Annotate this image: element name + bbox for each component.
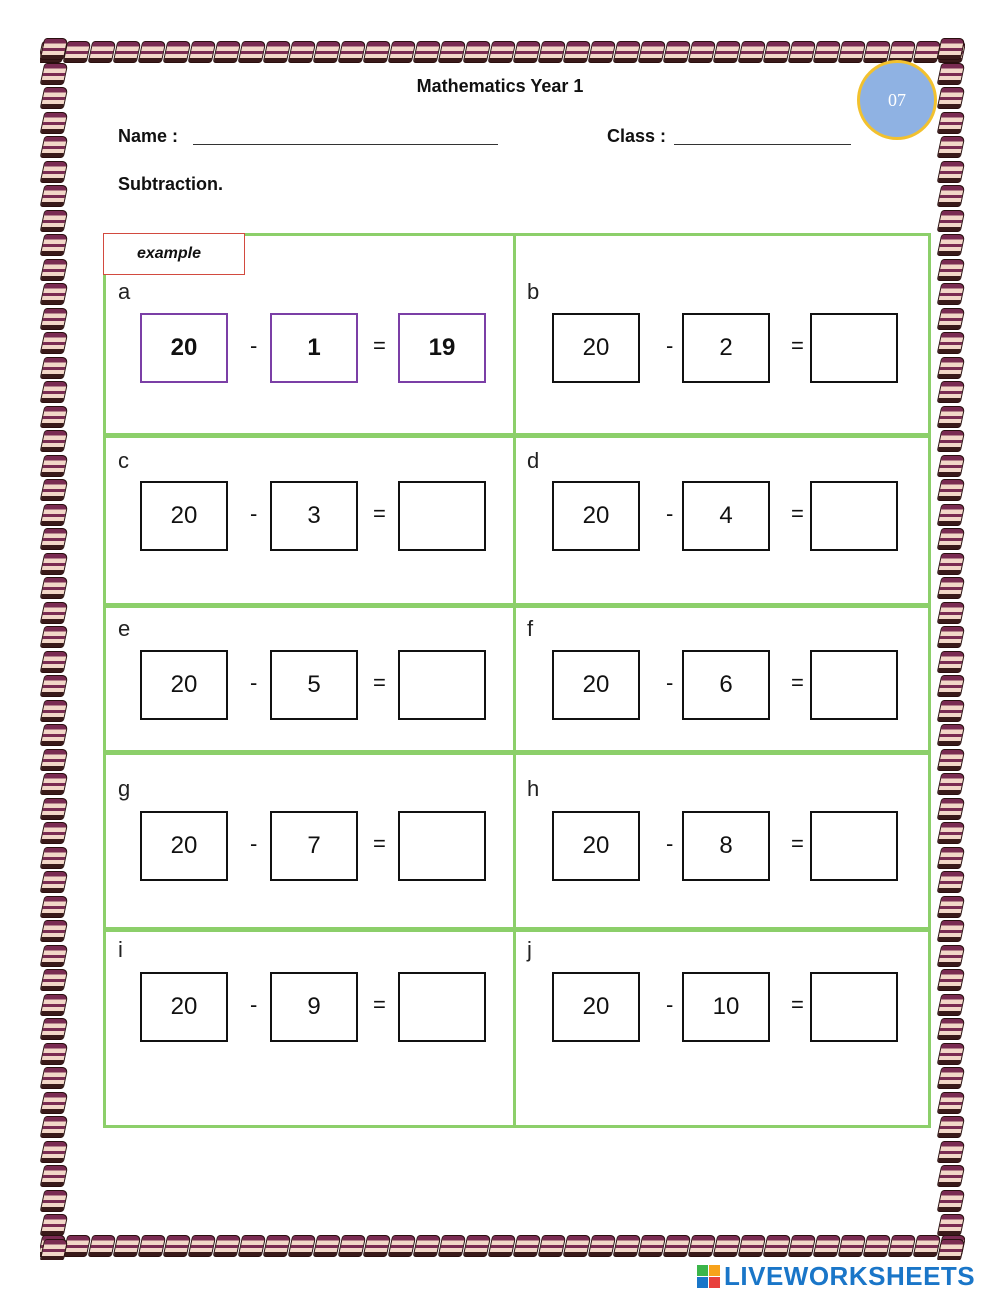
minus-sign: - [250, 670, 258, 695]
cake-icon [138, 41, 167, 63]
decorative-border-right [937, 38, 965, 1260]
cake-icon [40, 1092, 68, 1114]
cake-icon [937, 798, 965, 820]
cake-icon [88, 1235, 117, 1257]
cake-icon [937, 234, 965, 256]
answer-box[interactable] [810, 313, 898, 383]
cake-icon [113, 1235, 142, 1257]
cake-icon [40, 38, 68, 60]
answer-box[interactable] [810, 972, 898, 1042]
topic-label: Subtraction. [118, 174, 224, 194]
cake-icon [263, 1235, 292, 1257]
minus-sign: - [666, 333, 674, 358]
cake-icon [688, 41, 717, 63]
minus-sign: - [250, 501, 258, 526]
cake-icon [40, 210, 68, 232]
cake-icon [488, 1235, 517, 1257]
minus-sign: - [666, 992, 674, 1017]
cake-icon [40, 724, 68, 746]
minus-sign: - [250, 992, 258, 1017]
cake-icon [838, 41, 867, 63]
cake-icon [937, 504, 965, 526]
cake-icon [937, 847, 965, 869]
cake-icon [40, 773, 68, 795]
cake-icon [937, 528, 965, 550]
cake-icon [613, 1235, 642, 1257]
cake-icon [388, 1235, 417, 1257]
answer-box[interactable] [398, 811, 486, 881]
cake-icon [413, 41, 442, 63]
cake-icon [937, 455, 965, 477]
cake-icon [313, 1235, 342, 1257]
answer-box[interactable] [398, 972, 486, 1042]
cake-icon [538, 41, 567, 63]
cake-icon [313, 41, 342, 63]
equals-sign: = [791, 333, 804, 358]
cake-icon [937, 1239, 965, 1261]
subtrahend-box: 9 [270, 972, 358, 1042]
cake-icon [40, 234, 68, 256]
cake-icon [88, 41, 117, 63]
cake-icon [937, 381, 965, 403]
minuend-box: 20 [140, 811, 228, 881]
name-label: Name : [118, 126, 179, 146]
cake-icon [163, 1235, 192, 1257]
cake-icon [937, 920, 965, 942]
problem-letter: e [118, 616, 131, 641]
cake-icon [40, 994, 68, 1016]
cake-icon [363, 1235, 392, 1257]
cake-icon [563, 41, 592, 63]
cake-icon [40, 161, 68, 183]
cake-icon [213, 41, 242, 63]
cake-icon [688, 1235, 717, 1257]
cake-icon [40, 896, 68, 918]
cake-icon [813, 1235, 842, 1257]
cake-icon [188, 1235, 217, 1257]
cake-icon [40, 1043, 68, 1065]
cake-icon [40, 1190, 68, 1212]
cake-icon [937, 1214, 965, 1236]
subtrahend-box: 4 [682, 481, 770, 551]
cake-icon [937, 332, 965, 354]
problem-letter: h [527, 776, 540, 801]
equals-sign: = [791, 831, 804, 856]
subtrahend-box: 6 [682, 650, 770, 720]
cake-icon [288, 41, 317, 63]
page-number-badge: 07 [857, 60, 937, 140]
cake-icon [113, 41, 142, 63]
cake-icon [937, 259, 965, 281]
cake-icon [463, 41, 492, 63]
cake-icon [40, 651, 68, 673]
cake-icon [937, 822, 965, 844]
cake-icon [40, 1018, 68, 1040]
cake-icon [613, 41, 642, 63]
cake-icon [937, 577, 965, 599]
cake-icon [937, 675, 965, 697]
cake-icon [40, 283, 68, 305]
cake-icon [138, 1235, 167, 1257]
cake-icon [563, 1235, 592, 1257]
liveworksheets-brand [697, 1262, 975, 1290]
cake-icon [413, 1235, 442, 1257]
cake-icon [763, 1235, 792, 1257]
cake-icon [738, 1235, 767, 1257]
decorative-border-bottom [40, 1232, 965, 1260]
minus-sign: - [250, 333, 258, 358]
cake-icon [338, 41, 367, 63]
subtrahend-box: 2 [682, 313, 770, 383]
cake-icon [40, 112, 68, 134]
cake-icon [263, 41, 292, 63]
cake-icon [638, 41, 667, 63]
cake-icon [937, 112, 965, 134]
cake-icon [40, 577, 68, 599]
cake-icon [40, 920, 68, 942]
equals-sign: = [791, 992, 804, 1017]
cake-icon [937, 161, 965, 183]
example-tag: example [103, 233, 245, 275]
cake-icon [388, 41, 417, 63]
cake-icon [638, 1235, 667, 1257]
subtrahend-box: 5 [270, 650, 358, 720]
cake-icon [288, 1235, 317, 1257]
cake-icon [588, 1235, 617, 1257]
cake-icon [937, 136, 965, 158]
cake-icon [40, 749, 68, 771]
cake-icon [538, 1235, 567, 1257]
equals-sign: = [373, 501, 386, 526]
cake-icon [937, 724, 965, 746]
minus-sign: - [250, 831, 258, 856]
cake-icon [40, 871, 68, 893]
cake-icon [40, 455, 68, 477]
cake-icon [40, 430, 68, 452]
class-field[interactable] [674, 144, 851, 145]
cake-icon [937, 700, 965, 722]
cake-icon [513, 41, 542, 63]
cake-icon [937, 626, 965, 648]
worksheet-title: Mathematics Year 1 [416, 76, 584, 96]
minus-sign: - [666, 831, 674, 856]
cake-icon [40, 847, 68, 869]
cake-icon [738, 41, 767, 63]
cake-icon [937, 773, 965, 795]
problem-letter: f [527, 616, 534, 641]
cake-icon [40, 357, 68, 379]
minuend-box: 20 [552, 650, 640, 720]
cake-icon [463, 1235, 492, 1257]
cake-icon [40, 969, 68, 991]
cake-icon [937, 185, 965, 207]
cake-icon [763, 41, 792, 63]
cake-icon [713, 1235, 742, 1257]
minus-sign: - [666, 670, 674, 695]
cake-icon [937, 896, 965, 918]
cake-icon [488, 41, 517, 63]
cake-icon [40, 332, 68, 354]
cake-icon [513, 1235, 542, 1257]
cake-icon [338, 1235, 367, 1257]
cake-icon [40, 700, 68, 722]
cake-icon [40, 1141, 68, 1163]
cake-icon [588, 41, 617, 63]
cake-icon [937, 1018, 965, 1040]
cake-icon [937, 1190, 965, 1212]
cake-icon [937, 1116, 965, 1138]
cake-icon [40, 945, 68, 967]
name-field[interactable] [193, 144, 498, 145]
cake-icon [40, 406, 68, 428]
cake-icon [40, 1067, 68, 1089]
cake-icon [937, 1067, 965, 1089]
cake-icon [188, 41, 217, 63]
cake-icon [438, 41, 467, 63]
cake-icon [40, 259, 68, 281]
cake-icon [213, 1235, 242, 1257]
equals-sign: = [373, 831, 386, 856]
cake-icon [40, 381, 68, 403]
cake-icon [937, 994, 965, 1016]
equals-sign: = [373, 670, 386, 695]
minuend-box: 20 [552, 481, 640, 551]
cake-icon [813, 41, 842, 63]
cake-icon [40, 1239, 68, 1261]
cake-icon [937, 1092, 965, 1114]
cake-icon [40, 798, 68, 820]
cake-icon [40, 553, 68, 575]
cake-icon [363, 41, 392, 63]
answer-box[interactable] [810, 650, 898, 720]
subtrahend-box: 10 [682, 972, 770, 1042]
answer-box[interactable] [398, 481, 486, 551]
cake-icon [40, 1116, 68, 1138]
cake-icon [937, 308, 965, 330]
decorative-border-left [40, 38, 68, 1260]
answer-box[interactable] [810, 811, 898, 881]
answer-box[interactable] [398, 650, 486, 720]
cake-icon [40, 1165, 68, 1187]
equals-sign: = [791, 670, 804, 695]
minuend-box: 20 [552, 313, 640, 383]
equals-sign: = [373, 333, 386, 358]
cake-icon [40, 308, 68, 330]
cake-icon [863, 41, 892, 63]
cake-icon [937, 945, 965, 967]
answer-box[interactable] [810, 481, 898, 551]
cake-icon [788, 1235, 817, 1257]
cake-icon [937, 430, 965, 452]
cake-icon [937, 651, 965, 673]
minuend-box: 20 [140, 650, 228, 720]
subtrahend-box: 8 [682, 811, 770, 881]
cake-icon [40, 675, 68, 697]
problem-letter: i [118, 937, 123, 962]
problem-letter: d [527, 448, 540, 473]
cake-icon [40, 626, 68, 648]
cake-icon [937, 1043, 965, 1065]
cake-icon [937, 479, 965, 501]
cake-icon [663, 1235, 692, 1257]
cake-icon [163, 41, 192, 63]
cake-icon [937, 871, 965, 893]
cake-icon [40, 1214, 68, 1236]
minuend-box: 20 [140, 313, 228, 383]
minuend-box: 20 [552, 811, 640, 881]
minuend-box: 20 [552, 972, 640, 1042]
equals-sign: = [373, 992, 386, 1017]
subtrahend-box: 1 [270, 313, 358, 383]
cake-icon [937, 1141, 965, 1163]
cake-icon [788, 41, 817, 63]
cake-icon [937, 1165, 965, 1187]
cake-icon [40, 136, 68, 158]
minus-sign: - [666, 501, 674, 526]
decorative-border-top [40, 38, 965, 66]
cake-icon [40, 602, 68, 624]
cake-icon [937, 969, 965, 991]
brand-text: LIVEWORKSHEETS [724, 1260, 976, 1291]
cake-icon [40, 822, 68, 844]
cake-icon [937, 210, 965, 232]
subtrahend-box: 7 [270, 811, 358, 881]
cake-icon [937, 38, 965, 60]
cake-icon [937, 553, 965, 575]
minuend-box: 20 [140, 481, 228, 551]
equals-sign: = [791, 501, 804, 526]
cake-icon [238, 1235, 267, 1257]
cake-icon [937, 283, 965, 305]
problem-letter: c [118, 448, 129, 473]
cake-icon [863, 1235, 892, 1257]
cake-icon [40, 504, 68, 526]
cake-icon [663, 41, 692, 63]
problem-letter: a [118, 279, 131, 304]
cake-icon [40, 185, 68, 207]
cake-icon [40, 528, 68, 550]
cake-icon [238, 41, 267, 63]
problem-letter: j [527, 937, 532, 962]
cake-icon [40, 479, 68, 501]
cake-icon [838, 1235, 867, 1257]
minuend-box: 20 [140, 972, 228, 1042]
cake-icon [438, 1235, 467, 1257]
subtrahend-box: 3 [270, 481, 358, 551]
brand-logo-icon [697, 1265, 720, 1288]
answer-box: 19 [398, 313, 486, 383]
class-label: Class : [607, 126, 667, 146]
cake-icon [713, 41, 742, 63]
cake-icon [937, 602, 965, 624]
cake-icon [937, 749, 965, 771]
problem-letter: g [118, 776, 131, 801]
cake-icon [888, 1235, 917, 1257]
cake-icon [937, 357, 965, 379]
problem-letter: b [527, 279, 540, 304]
cake-icon [937, 406, 965, 428]
